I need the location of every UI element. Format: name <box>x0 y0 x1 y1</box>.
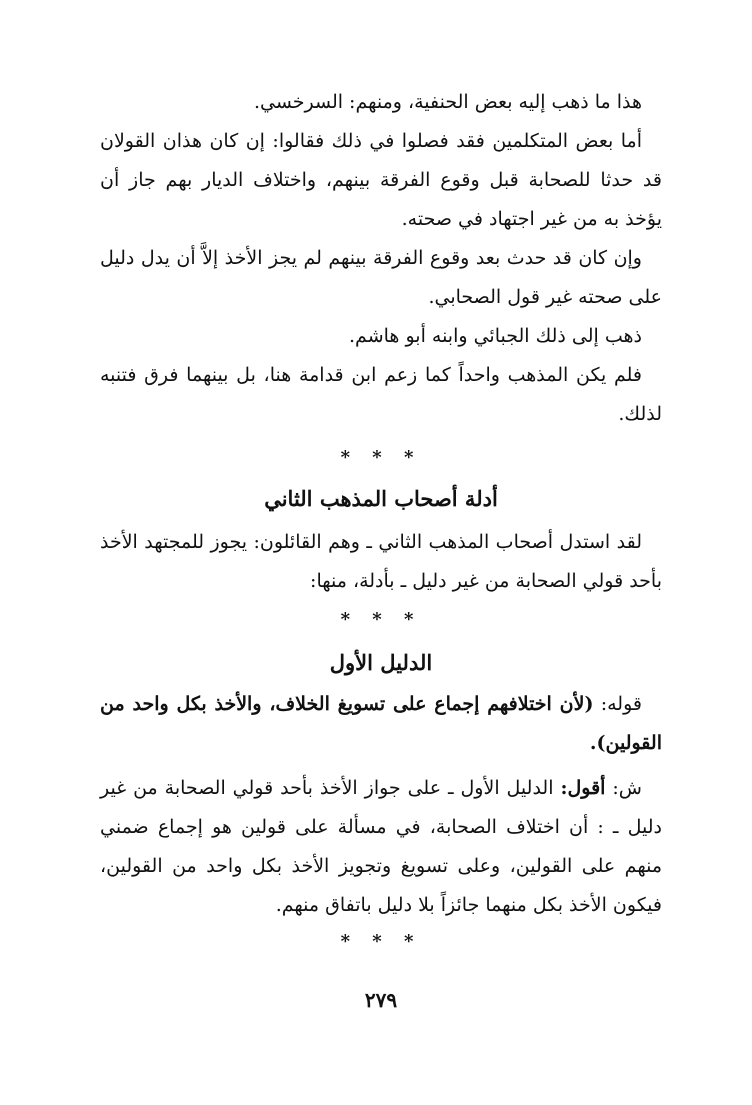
paragraph-quote <box>100 685 662 763</box>
aqul-label: أقول: <box>560 777 606 799</box>
section-first-evidence-text <box>100 685 662 925</box>
heading-first-evidence: الدليل الأول <box>329 650 433 675</box>
paragraph-hanafi: هذا ما ذهب إليه بعض الحنفية، ومنهم: السرخسي. <box>253 91 642 113</box>
sh-label: ش: <box>612 777 643 799</box>
paragraph-explanation <box>100 769 662 925</box>
separator-stars-2: * * * <box>340 609 422 630</box>
separator-stars-1: * * * <box>340 447 422 468</box>
separator-stars-3: * * * <box>340 931 422 952</box>
paragraph-after-division: وإن كان قد حدث بعد وقوع الفرقة بينهم لم يجز الأخذ إلاَّ أن يدل دليل على صحته غير قول الصحابي. <box>100 247 662 308</box>
page-number: ٢٧٩ <box>364 988 398 1012</box>
section-second-school-text <box>100 523 662 601</box>
section-intro-text <box>100 83 662 434</box>
paragraph-ibn-qudama: فلم يكن المذهب واحداً كما زعم ابن قدامة هنا، بل بينهما فرق فتنبه لذلك. <box>100 364 662 425</box>
heading-second-school-evidence: أدلة أصحاب المذهب الثاني <box>264 486 498 511</box>
paragraph-jubbai: ذهب إلى ذلك الجبائي وابنه أبو هاشم. <box>349 325 642 347</box>
quote-text: (لأن اختلافهم إجماع على تسويغ الخلاف، والأخذ بكل واحد من القولين). <box>100 693 662 754</box>
explanation-text: الدليل الأول ـ على جواز الأخذ بأحد قولي الصحابة من غير دليل ـ : أن اختلاف الصحابة، في مسألة على قولين هو إجماع ضمني منهم على القولين، وعلى تسويغ وتجويز الأخذ بكل واحد من القولين، فيكون الأخذ بكل منهما جائزاً بلا دليل باتفاق منهم. <box>100 777 662 916</box>
paragraph-mutakallimin: أما بعض المتكلمين فقد فصلوا في ذلك فقالوا: إن كان هذان القولان قد حدثا للصحابة قبل وقوع الفرقة بينهم، واختلاف الديار بهم جاز أن يؤخذ به من غير اجتهاد في صحته. <box>100 130 662 230</box>
quote-label: قوله: <box>600 693 642 715</box>
paragraph-second-school: لقد استدل أصحاب المذهب الثاني ـ وهم القائلون: يجوز للمجتهد الأخذ بأحد قولي الصحابة من غير دليل ـ بأدلة، منها: <box>100 531 662 592</box>
